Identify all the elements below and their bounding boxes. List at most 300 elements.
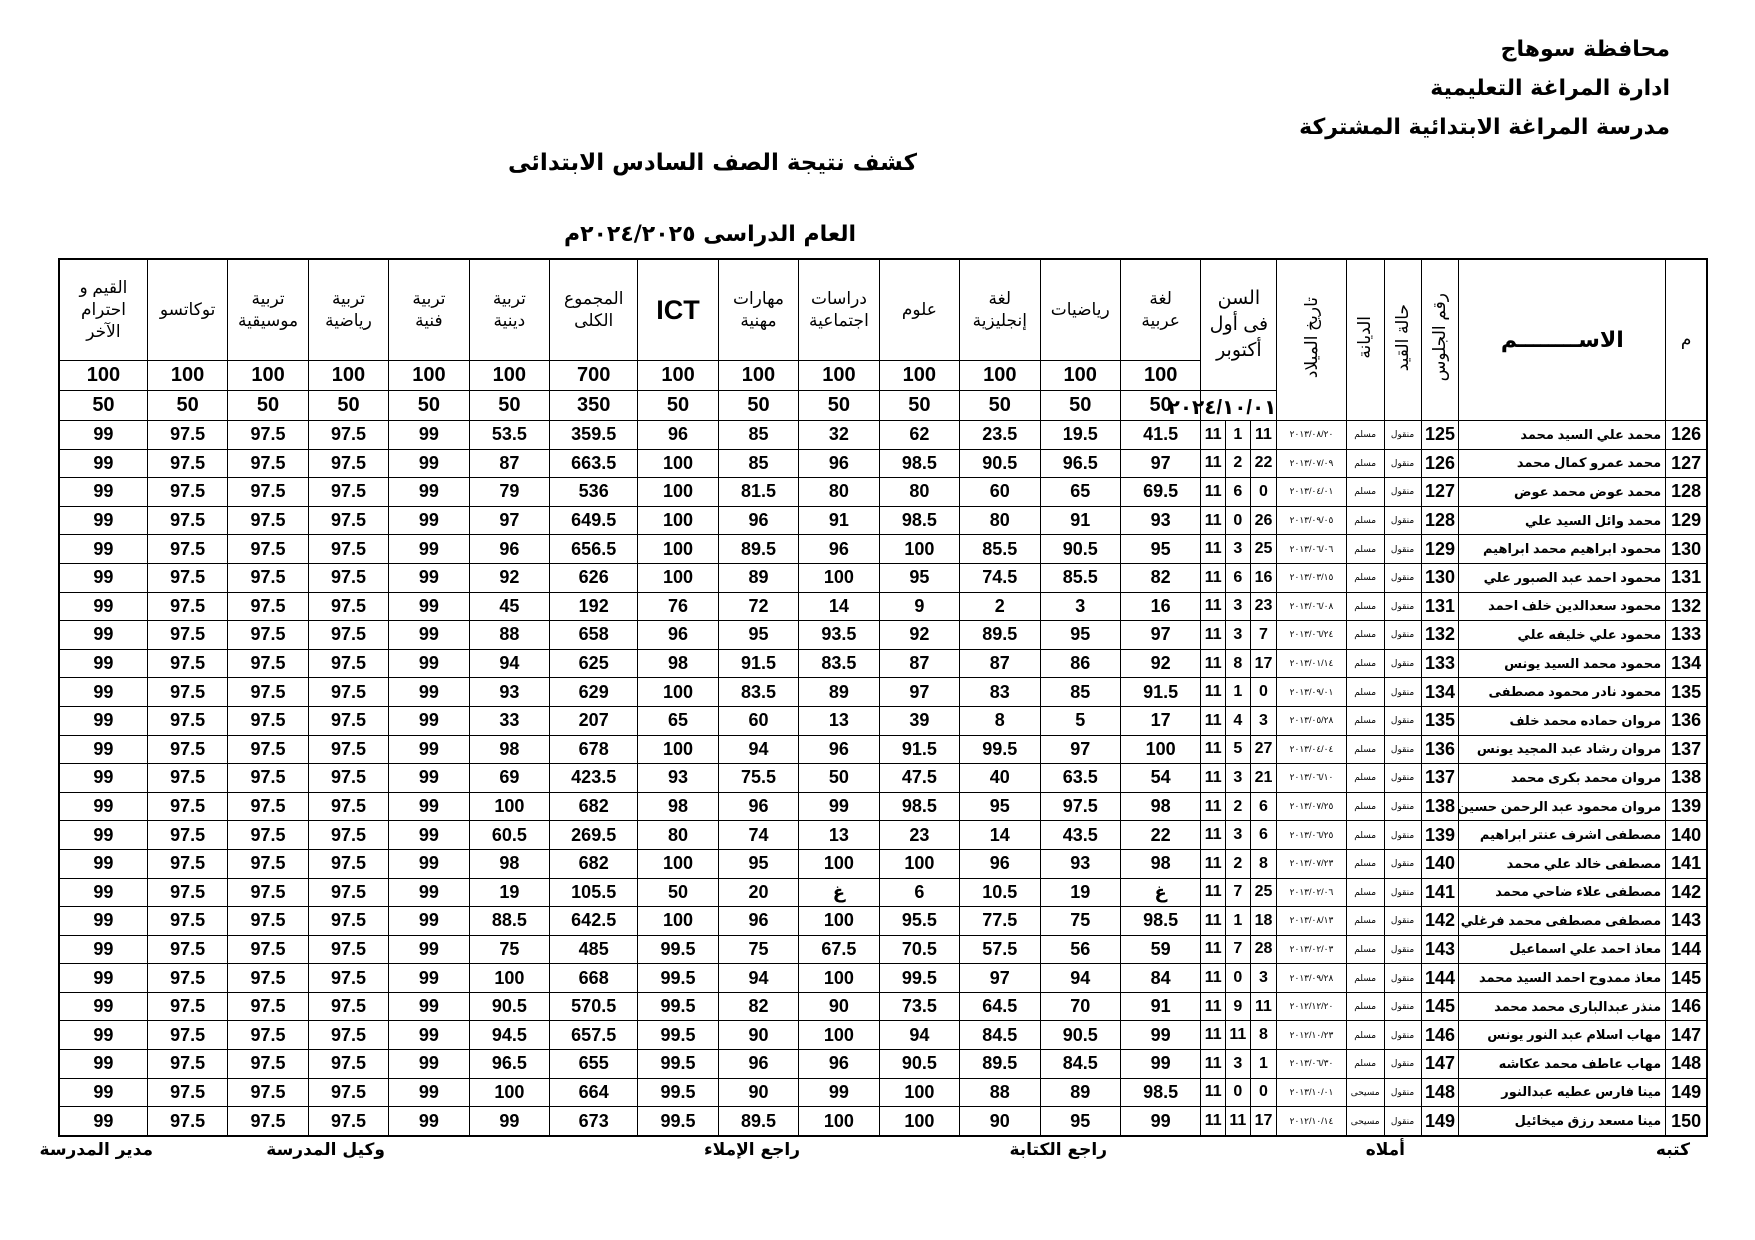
row-number: 127	[1666, 449, 1707, 478]
english-score: 89.5	[960, 1050, 1040, 1079]
row-number: 147	[1666, 1021, 1707, 1050]
religious-score: 33	[469, 706, 549, 735]
total-score: 658	[550, 621, 638, 650]
total-score: 656.5	[550, 535, 638, 564]
birth-date: ٢٠١٣/٠٥/٢٨	[1277, 706, 1346, 735]
birth-date: ٢٠١٣/٠٦/٢٤	[1277, 621, 1346, 650]
religious-score: 75	[469, 935, 549, 964]
tokatsu-score: 97.5	[147, 878, 227, 907]
art-score: 99	[389, 563, 469, 592]
col-sport: تربية رياضية	[308, 259, 388, 361]
col-total: المجموع الكلى	[550, 259, 638, 361]
table-row	[59, 764, 1707, 793]
signature-wrote: كتبه	[1655, 1140, 1690, 1160]
religious-score: 99	[469, 1107, 549, 1136]
english-score: 60	[960, 478, 1040, 507]
age-years: 11	[1201, 1078, 1226, 1107]
religious-score: 90.5	[469, 992, 549, 1021]
religion: مسلم	[1346, 449, 1384, 478]
total-score: 629	[550, 678, 638, 707]
birth-date: ٢٠١٢/١٠/٢٣	[1277, 1021, 1346, 1050]
social-score: 99	[799, 1078, 879, 1107]
math-score: 43.5	[1040, 821, 1120, 850]
row-number: 126	[1666, 421, 1707, 450]
vocational-score: 95	[718, 849, 798, 878]
enrollment-status: منقول	[1384, 478, 1421, 507]
signature-dictated: أملاه	[1365, 1140, 1405, 1160]
values-score: 99	[59, 706, 147, 735]
art-score: 99	[389, 649, 469, 678]
table-row	[59, 449, 1707, 478]
row-number: 140	[1666, 821, 1707, 850]
music-score: 97.5	[228, 1021, 308, 1050]
sport-score: 97.5	[308, 1107, 388, 1136]
social-score: 100	[799, 563, 879, 592]
science-score: 73.5	[879, 992, 959, 1021]
signature-principal: مدير المدرسة	[39, 1140, 153, 1160]
science-score: 47.5	[879, 764, 959, 793]
art-score: 99	[389, 849, 469, 878]
religion: مسلم	[1346, 792, 1384, 821]
col-tokatsu: توكاتسو	[147, 259, 227, 361]
total-score: 668	[550, 964, 638, 993]
age-years: 11	[1201, 506, 1226, 535]
max-score: 100	[960, 361, 1040, 391]
birth-date: ٢٠١٣/٠٤/٠٤	[1277, 735, 1346, 764]
math-score: 63.5	[1040, 764, 1120, 793]
religion: مسلم	[1346, 821, 1384, 850]
row-number: 129	[1666, 506, 1707, 535]
total-score: 207	[550, 706, 638, 735]
max-score: 100	[469, 361, 549, 391]
student-name: معاذ احمد علي اسماعيل	[1459, 935, 1666, 964]
col-science: علوم	[879, 259, 959, 361]
age-days: 3	[1250, 964, 1277, 993]
science-score: 92	[879, 621, 959, 650]
enrollment-status: منقول	[1384, 678, 1421, 707]
religion: مسلم	[1346, 935, 1384, 964]
seat-number: 133	[1421, 649, 1459, 678]
social-score: 96	[799, 449, 879, 478]
row-number: 135	[1666, 678, 1707, 707]
ict-score: 93	[638, 764, 718, 793]
birth-date: ٢٠١٣/٠٢/٠٣	[1277, 935, 1346, 964]
religious-score: 93	[469, 678, 549, 707]
col-status: حالة القيد	[1384, 259, 1421, 421]
tokatsu-score: 97.5	[147, 964, 227, 993]
english-score: 88	[960, 1078, 1040, 1107]
social-score: 100	[799, 1107, 879, 1136]
age-days: 18	[1250, 907, 1277, 936]
student-name: مروان محمود عبد الرحمن حسين	[1459, 792, 1666, 821]
total-score: 625	[550, 649, 638, 678]
col-values: القيم و احترام الآخر	[59, 259, 147, 361]
arabic-score: 99	[1120, 1050, 1200, 1079]
signature-checked-writing: راجع الكتابة	[1009, 1140, 1107, 1160]
science-score: 97	[879, 678, 959, 707]
religious-score: 79	[469, 478, 549, 507]
ict-score: 100	[638, 478, 718, 507]
religion: مسلم	[1346, 849, 1384, 878]
english-score: 85.5	[960, 535, 1040, 564]
music-score: 97.5	[228, 592, 308, 621]
min-score: 50	[147, 391, 227, 421]
age-years: 11	[1201, 1021, 1226, 1050]
table-row	[59, 592, 1707, 621]
age-years: 11	[1201, 649, 1226, 678]
total-score: 192	[550, 592, 638, 621]
age-months: 2	[1226, 792, 1251, 821]
table-row	[59, 563, 1707, 592]
student-name: مهاب اسلام عبد النور يونس	[1459, 1021, 1666, 1050]
age-days: 8	[1250, 1021, 1277, 1050]
school-title: مدرسة المراغة الابتدائية المشتركة	[1299, 115, 1670, 140]
age-years: 11	[1201, 535, 1226, 564]
table-row	[59, 535, 1707, 564]
social-score: 100	[799, 849, 879, 878]
religious-score: 69	[469, 764, 549, 793]
english-score: 57.5	[960, 935, 1040, 964]
arabic-score: 59	[1120, 935, 1200, 964]
age-days: 11	[1250, 992, 1277, 1021]
age-years: 11	[1201, 449, 1226, 478]
arabic-score: 69.5	[1120, 478, 1200, 507]
religion: مسلم	[1346, 907, 1384, 936]
math-score: 65	[1040, 478, 1120, 507]
music-score: 97.5	[228, 506, 308, 535]
values-score: 99	[59, 878, 147, 907]
table-row	[59, 621, 1707, 650]
tokatsu-score: 97.5	[147, 935, 227, 964]
col-name: الاســــــــم	[1459, 259, 1666, 421]
vocational-score: 94	[718, 964, 798, 993]
student-name: مروان حماده محمد خلف	[1459, 706, 1666, 735]
school-header	[1299, 30, 1670, 147]
tokatsu-score: 97.5	[147, 1050, 227, 1079]
age-months: 6	[1226, 563, 1251, 592]
english-score: 64.5	[960, 992, 1040, 1021]
student-name: مينا فارس عطيه عبدالنور	[1459, 1078, 1666, 1107]
tokatsu-score: 97.5	[147, 1107, 227, 1136]
social-score: 100	[799, 964, 879, 993]
enrollment-status: منقول	[1384, 706, 1421, 735]
table-row	[59, 678, 1707, 707]
art-score: 99	[389, 907, 469, 936]
religion: مسلم	[1346, 506, 1384, 535]
ict-score: 100	[638, 535, 718, 564]
ict-score: 99.5	[638, 935, 718, 964]
math-score: 56	[1040, 935, 1120, 964]
enrollment-status: منقول	[1384, 1050, 1421, 1079]
header-row	[59, 259, 1707, 361]
art-score: 99	[389, 964, 469, 993]
music-score: 97.5	[228, 478, 308, 507]
table-row	[59, 849, 1707, 878]
ict-score: 100	[638, 849, 718, 878]
governorate-title: محافظة سوهاج	[1500, 37, 1670, 62]
row-number: 128	[1666, 478, 1707, 507]
arabic-score: 92	[1120, 649, 1200, 678]
seat-number: 130	[1421, 563, 1459, 592]
min-score: 50	[718, 391, 798, 421]
col-art: تربية فنية	[389, 259, 469, 361]
values-score: 99	[59, 563, 147, 592]
seat-number: 129	[1421, 535, 1459, 564]
min-score: 50	[228, 391, 308, 421]
social-score: 90	[799, 992, 879, 1021]
seat-number: 132	[1421, 621, 1459, 650]
music-score: 97.5	[228, 1078, 308, 1107]
values-score: 99	[59, 1107, 147, 1136]
enrollment-status: منقول	[1384, 1078, 1421, 1107]
music-score: 97.5	[228, 907, 308, 936]
arabic-score: 95	[1120, 535, 1200, 564]
row-number: 136	[1666, 706, 1707, 735]
ict-score: 99.5	[638, 1078, 718, 1107]
vocational-score: 90	[718, 1021, 798, 1050]
age-days: 6	[1250, 792, 1277, 821]
arabic-score: 41.5	[1120, 421, 1200, 450]
seat-number: 127	[1421, 478, 1459, 507]
arabic-score: 91	[1120, 992, 1200, 1021]
religious-score: 88	[469, 621, 549, 650]
english-score: 95	[960, 792, 1040, 821]
math-score: 84.5	[1040, 1050, 1120, 1079]
table-row	[59, 792, 1707, 821]
religious-score: 100	[469, 964, 549, 993]
row-number: 143	[1666, 907, 1707, 936]
math-score: 70	[1040, 992, 1120, 1021]
ict-score: 50	[638, 878, 718, 907]
age-months: 1	[1226, 421, 1251, 450]
enrollment-status: منقول	[1384, 421, 1421, 450]
student-name: محمد عوض محمد عوض	[1459, 478, 1666, 507]
values-score: 99	[59, 935, 147, 964]
ict-score: 100	[638, 735, 718, 764]
age-days: 17	[1250, 1107, 1277, 1136]
sheet-title: كشف نتيجة الصف السادس الابتدائى	[508, 150, 917, 176]
religion: مسلم	[1346, 535, 1384, 564]
tokatsu-score: 97.5	[147, 678, 227, 707]
birth-date: ٢٠١٣/٠٦/٣٠	[1277, 1050, 1346, 1079]
sport-score: 97.5	[308, 678, 388, 707]
student-name: محمود احمد عبد الصبور علي	[1459, 563, 1666, 592]
sport-score: 97.5	[308, 563, 388, 592]
sport-score: 97.5	[308, 706, 388, 735]
art-score: 99	[389, 1107, 469, 1136]
values-score: 99	[59, 621, 147, 650]
enrollment-status: منقول	[1384, 506, 1421, 535]
table-row	[59, 907, 1707, 936]
birth-date: ٢٠١٣/٠٧/٢٥	[1277, 792, 1346, 821]
values-score: 99	[59, 907, 147, 936]
tokatsu-score: 97.5	[147, 792, 227, 821]
vocational-score: 75	[718, 935, 798, 964]
tokatsu-score: 97.5	[147, 506, 227, 535]
values-score: 99	[59, 964, 147, 993]
tokatsu-score: 97.5	[147, 764, 227, 793]
sport-score: 97.5	[308, 1050, 388, 1079]
science-score: 100	[879, 535, 959, 564]
science-score: 6	[879, 878, 959, 907]
arabic-score: 84	[1120, 964, 1200, 993]
math-score: 3	[1040, 592, 1120, 621]
table-row	[59, 1107, 1707, 1136]
values-score: 99	[59, 821, 147, 850]
arabic-score: 22	[1120, 821, 1200, 850]
art-score: 99	[389, 1078, 469, 1107]
religion: مسيحى	[1346, 1107, 1384, 1136]
science-score: 9	[879, 592, 959, 621]
english-score: 84.5	[960, 1021, 1040, 1050]
enrollment-status: منقول	[1384, 449, 1421, 478]
vocational-score: 60	[718, 706, 798, 735]
religion: مسلم	[1346, 1050, 1384, 1079]
total-score: 673	[550, 1107, 638, 1136]
age-days: 0	[1250, 1078, 1277, 1107]
col-religion: الديانة	[1346, 259, 1384, 421]
total-score: 485	[550, 935, 638, 964]
science-score: 99.5	[879, 964, 959, 993]
age-months: 6	[1226, 478, 1251, 507]
age-months: 7	[1226, 878, 1251, 907]
tokatsu-score: 97.5	[147, 1021, 227, 1050]
min-score: 50	[799, 391, 879, 421]
max-score: 100	[879, 361, 959, 391]
values-score: 99	[59, 535, 147, 564]
enrollment-status: منقول	[1384, 935, 1421, 964]
table-row	[59, 1021, 1707, 1050]
enrollment-status: منقول	[1384, 1107, 1421, 1136]
arabic-score: 98.5	[1120, 907, 1200, 936]
art-score: 99	[389, 706, 469, 735]
total-score: 664	[550, 1078, 638, 1107]
sport-score: 97.5	[308, 535, 388, 564]
sport-score: 97.5	[308, 792, 388, 821]
age-days: 0	[1250, 478, 1277, 507]
values-score: 99	[59, 678, 147, 707]
vocational-score: 82	[718, 992, 798, 1021]
birth-date: ٢٠١٣/٠٧/٢٣	[1277, 849, 1346, 878]
total-score: 359.5	[550, 421, 638, 450]
enrollment-status: منقول	[1384, 792, 1421, 821]
english-score: 23.5	[960, 421, 1040, 450]
enrollment-status: منقول	[1384, 764, 1421, 793]
min-score: 50	[308, 391, 388, 421]
social-score: 99	[799, 792, 879, 821]
sport-score: 97.5	[308, 849, 388, 878]
age-months: 3	[1226, 1050, 1251, 1079]
min-score: 50	[960, 391, 1040, 421]
tokatsu-score: 97.5	[147, 706, 227, 735]
age-months: 1	[1226, 678, 1251, 707]
results-body	[59, 421, 1707, 1136]
social-score: 89	[799, 678, 879, 707]
row-number: 137	[1666, 735, 1707, 764]
birth-date: ٢٠١٣/٠٦/٠٨	[1277, 592, 1346, 621]
enrollment-status: منقول	[1384, 907, 1421, 936]
sport-score: 97.5	[308, 935, 388, 964]
student-name: محمود ابراهيم محمد ابراهيم	[1459, 535, 1666, 564]
total-score: 642.5	[550, 907, 638, 936]
art-score: 99	[389, 592, 469, 621]
english-score: 89.5	[960, 621, 1040, 650]
arabic-score: 93	[1120, 506, 1200, 535]
col-m: م	[1666, 259, 1707, 421]
total-score: 655	[550, 1050, 638, 1079]
age-months: 9	[1226, 992, 1251, 1021]
science-score: 95.5	[879, 907, 959, 936]
age-months: 3	[1226, 764, 1251, 793]
age-years: 11	[1201, 821, 1226, 850]
ict-score: 99.5	[638, 1050, 718, 1079]
religion: مسلم	[1346, 964, 1384, 993]
seat-number: 131	[1421, 592, 1459, 621]
seat-number: 140	[1421, 849, 1459, 878]
tokatsu-score: 97.5	[147, 478, 227, 507]
sport-score: 97.5	[308, 649, 388, 678]
religious-score: 96	[469, 535, 549, 564]
row-number: 133	[1666, 621, 1707, 650]
enrollment-status: منقول	[1384, 992, 1421, 1021]
age-years: 11	[1201, 964, 1226, 993]
signatures	[0, 1140, 1755, 1170]
min-score: 50	[389, 391, 469, 421]
arabic-score: 98.5	[1120, 1078, 1200, 1107]
ict-score: 96	[638, 621, 718, 650]
arabic-score: 82	[1120, 563, 1200, 592]
age-days: 17	[1250, 649, 1277, 678]
religious-score: 100	[469, 1078, 549, 1107]
age-years: 11	[1201, 421, 1226, 450]
seat-number: 145	[1421, 992, 1459, 1021]
seat-number: 134	[1421, 678, 1459, 707]
math-score: 93	[1040, 849, 1120, 878]
music-score: 97.5	[228, 935, 308, 964]
birth-date: ٢٠١٣/٠٩/٠١	[1277, 678, 1346, 707]
religion: مسلم	[1346, 878, 1384, 907]
values-score: 99	[59, 506, 147, 535]
total-score: 269.5	[550, 821, 638, 850]
religion: مسلم	[1346, 478, 1384, 507]
age-months: 3	[1226, 621, 1251, 650]
col-arabic: لغة عربية	[1120, 259, 1200, 361]
social-score: 96	[799, 535, 879, 564]
row-number: 131	[1666, 563, 1707, 592]
religious-score: 94	[469, 649, 549, 678]
birth-date: ٢٠١٣/٠١/١٤	[1277, 649, 1346, 678]
student-name: مينا مسعد رزق ميخائيل	[1459, 1107, 1666, 1136]
age-days: 1	[1250, 1050, 1277, 1079]
min-score: 50	[879, 391, 959, 421]
total-score: 657.5	[550, 1021, 638, 1050]
religious-score: 92	[469, 563, 549, 592]
row-number: 142	[1666, 878, 1707, 907]
math-score: 96.5	[1040, 449, 1120, 478]
math-score: 97	[1040, 735, 1120, 764]
art-score: 99	[389, 621, 469, 650]
birth-date: ٢٠١٣/٠٦/١٠	[1277, 764, 1346, 793]
english-score: 83	[960, 678, 1040, 707]
vocational-score: 81.5	[718, 478, 798, 507]
total-score: 570.5	[550, 992, 638, 1021]
ict-score: 100	[638, 449, 718, 478]
religious-score: 96.5	[469, 1050, 549, 1079]
ict-score: 65	[638, 706, 718, 735]
birth-date: ٢٠١٣/٠٦/٠٦	[1277, 535, 1346, 564]
math-score: 90.5	[1040, 535, 1120, 564]
science-score: 98.5	[879, 792, 959, 821]
